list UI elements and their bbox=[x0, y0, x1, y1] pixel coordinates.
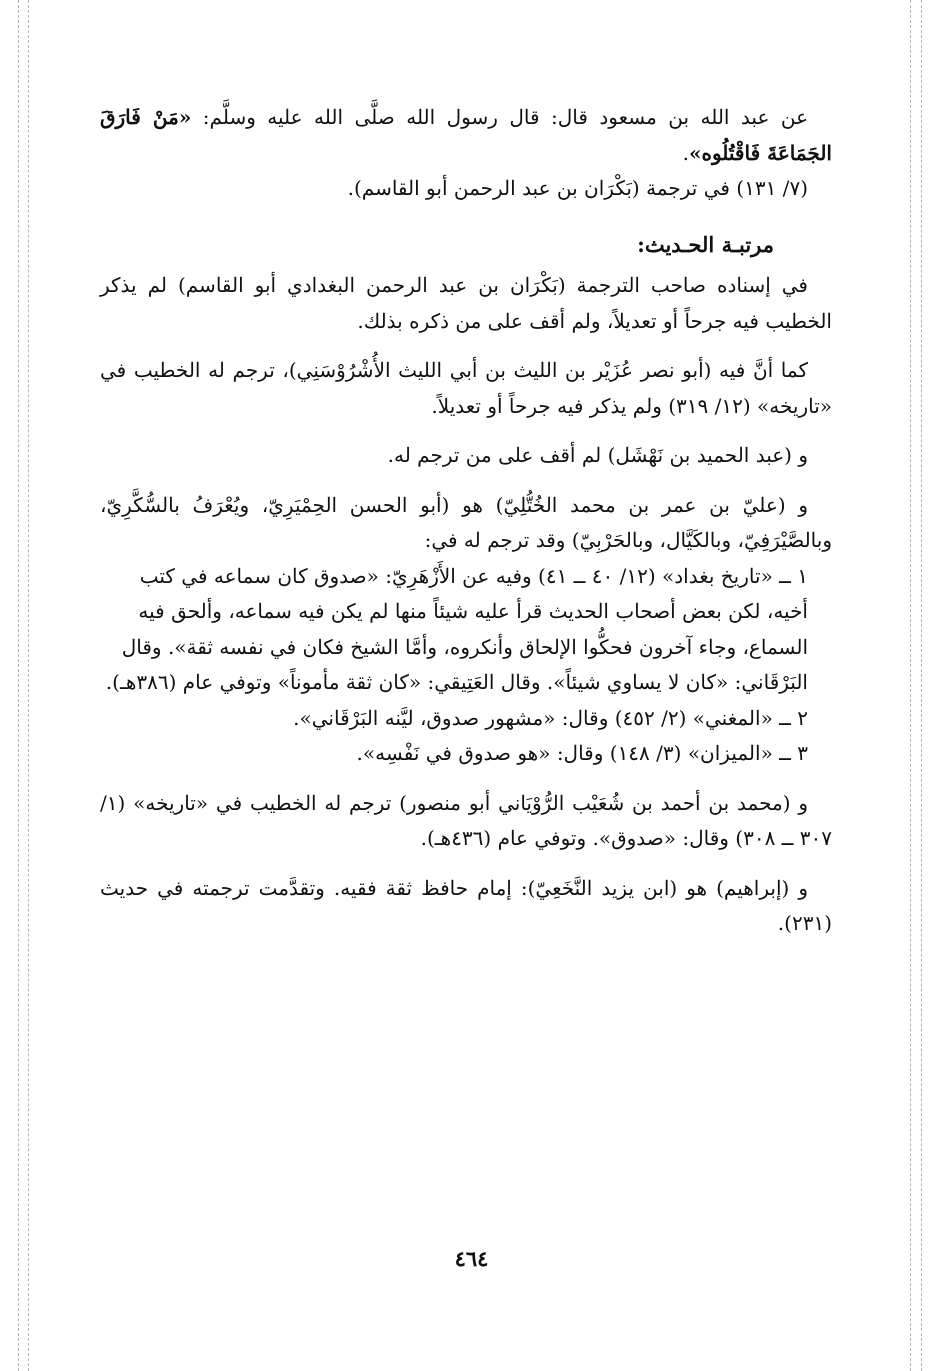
hadith-quote: «مَنْ فَارَقَ الجَمَاعَةَ فَاقْتُلُوه» bbox=[100, 105, 832, 165]
list-item: ٢ ــ «المغني» (٢/ ٤٥٢) وقال: «مشهور صدوق، ليَّنه البَرْقَاني». bbox=[293, 705, 808, 730]
paragraph-isnad: في إسناده صاحب الترجمة (بَكْرَان بن عبد الرحمن البغدادي أبو القاسم) لم يذكر الخطيب فيه جرحاً أو تعديلاً، ولم أقف على من ذكره بذلك. bbox=[100, 273, 832, 333]
paragraph-narrator-uzayr: كما أنَّ فيه (أبو نصر عُزَيْر بن الليث بن أبي الليث الأُشْرُوْسَنِي)، ترجم له الخطيب في «تاريخه» (١٢/ ٣١٩) ولم يذكر فيه جرحاً أو تعديلاً. bbox=[100, 358, 832, 418]
margin-guide-line bbox=[921, 0, 922, 1371]
page-body bbox=[100, 100, 832, 942]
paragraph-narrator-muhammad: و (محمد بن أحمد بن شُعَيْب الرُّوْيَاني أبو منصور) ترجم له الخطيب في «تاريخه» (١/ ٣٠٧ ــ ٣٠٨) وقال: «صدوق». وتوفي عام (٤٣٦هـ). bbox=[100, 790, 832, 850]
page-number: ٤٦٤ bbox=[454, 1246, 489, 1271]
list-item: ٣ ــ «الميزان» (٣/ ١٤٨) وقال: «هو صدوق في نَفْسِه». bbox=[356, 741, 808, 765]
paragraph-narrator-abdulhamid: و (عبد الحميد بن نَهْشَل) لم أقف على من ترجم له. bbox=[387, 443, 808, 467]
paragraph-narrator-ali: و (عليّ بن عمر بن محمد الخُتُّلِيّ) هو (أبو الحسن الحِمْيَرِيّ، ويُعْرَفُ بالسُّكَّرِيّ، وبالصَّيْرَفِيّ، وبالكَيَّال، وبالحَرْبِيّ) وقد ترجم له في: bbox=[100, 492, 832, 552]
section-heading: مرتبـة الحـديث: bbox=[637, 231, 774, 257]
paragraph-narrator-ibrahim: و (إبراهيم) هو (ابن يزيد النَّخَعِيّ): إمام حافظ ثقة فقيه. وتقدَّمت ترجمته في حديث (٢٣١). bbox=[100, 875, 832, 935]
list-item: ١ ــ «تاريخ بغداد» (١٢/ ٤٠ ــ ٤١) وفيه عن الأَزْهَرِيّ: «صدوق كان سماعه في كتب أخيه، لكن بعض أصحاب الحديث قرأ عليه شيئاً منها لم يكن فيه سماعه، وألحق فيه السماع، وجاء آخرون فحكُّوا الإلحاق وأنكروه، وأمَّا الشيخ فكان في نفسه ثقة». وقال البَرْقَاني: «كان لا يساوي شيئاً». وقال العَتِيقي: «كان ثقة مأموناً» وتوفي عام (٣٨٦هـ). bbox=[105, 563, 808, 694]
margin-guide-line bbox=[910, 0, 911, 1371]
hadith-narration: عن عبد الله بن مسعود قال: قال رسول الله صلَّى الله عليه وسلَّم: bbox=[191, 105, 809, 129]
hadith-end: . bbox=[682, 140, 689, 165]
hadith-text bbox=[100, 100, 832, 171]
margin-guide-line bbox=[18, 0, 19, 1371]
source-reference: (٧/ ١٣١) في ترجمة (بَكْرَان بن عبد الرحمن أبو القاسم). bbox=[347, 176, 808, 200]
margin-guide-line bbox=[28, 0, 29, 1371]
